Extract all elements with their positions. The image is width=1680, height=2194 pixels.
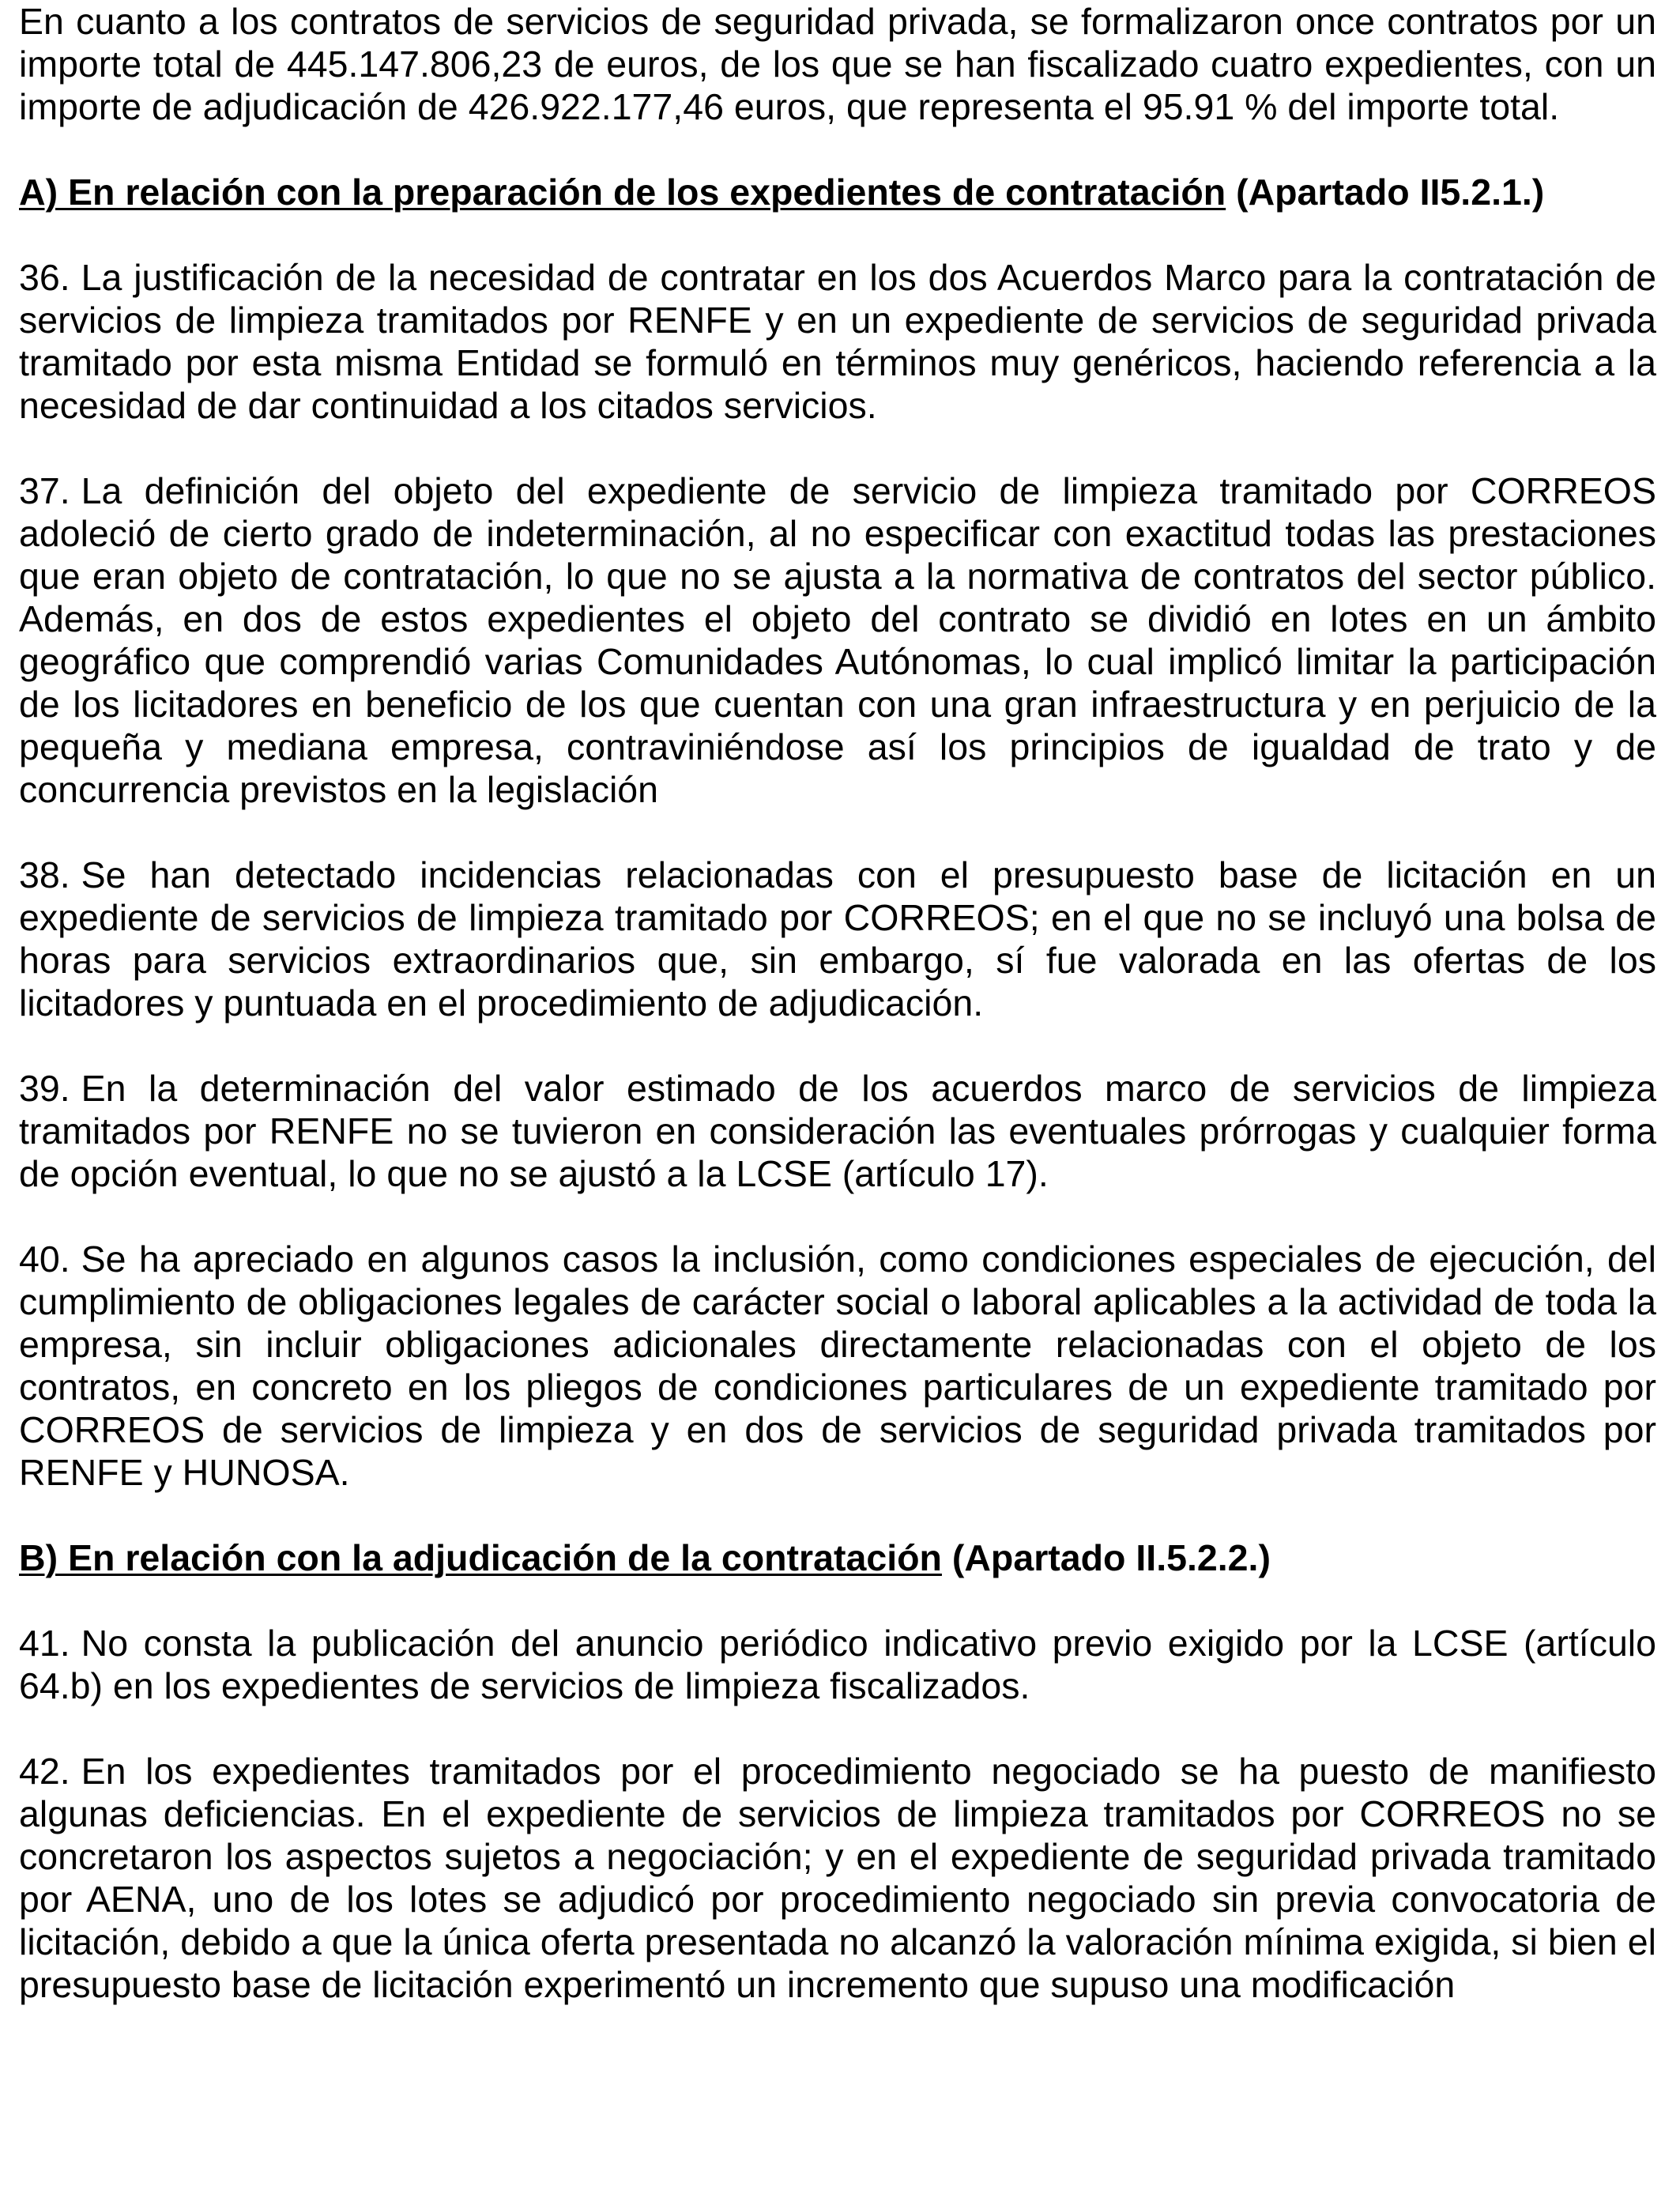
section-b-reference: (Apartado II.5.2.2.) <box>941 1537 1271 1578</box>
paragraph-number: 42. <box>19 1751 70 1792</box>
paragraph-number: 41. <box>19 1623 70 1664</box>
paragraph-number: 38. <box>19 854 70 895</box>
section-b-heading <box>19 1536 1656 1579</box>
paragraph-number: 36. <box>19 257 70 298</box>
paragraph-42 <box>19 1750 1656 2006</box>
paragraph-text: Se han detectado incidencias relacionadas con el presupuesto base de licitación en un expediente de servicios de limpieza tramitado por CORREOS; en el que no se incluyó una bolsa de horas para servicios extraordinarios que, sin embargo, sí fue valorada en las ofertas de los licitadores y puntuada en el procedimiento de adjudicación. <box>19 854 1656 1023</box>
paragraph-36 <box>19 256 1656 427</box>
paragraph-40 <box>19 1238 1656 1494</box>
paragraph-41 <box>19 1622 1656 1707</box>
intro-paragraph: En cuanto a los contratos de servicios de seguridad privada, se formalizaron once contratos por un importe total de 445.147.806,23 de euros, de los que se han fiscalizado cuatro expedientes, con un importe de adjudicación de 426.922.177,46 euros, que representa el 95.91 % del importe total. <box>19 1 1656 127</box>
section-a-title: A) En relación con la preparación de los expedientes de contratación <box>19 172 1226 213</box>
paragraph-37 <box>19 469 1656 811</box>
section-a-reference: (Apartado II5.2.1.) <box>1226 172 1545 213</box>
paragraph-38 <box>19 854 1656 1024</box>
paragraph-text: En los expedientes tramitados por el procedimiento negociado se ha puesto de manifiesto algunas deficiencias. En el expediente de servicios de limpieza tramitados por CORREOS no se concretaron los aspectos sujetos a negociación; y en el expediente de seguridad privada tramitado por AENA, uno de los lotes se adjudicó por procedimiento negociado sin previa convocatoria de licitación, debido a que la única oferta presentada no alcanzó la valoración mínima exigida, si bien el presupuesto base de licitación experimentó un incremento que supuso una modificación <box>19 1751 1656 2005</box>
paragraph-text: Se ha apreciado en algunos casos la inclusión, como condiciones especiales de ejecución, del cumplimiento de obligaciones legales de carácter social o laboral aplicables a la actividad de toda la empresa, sin incluir obligaciones adicionales directamente relacionadas con el objeto de los contratos, en concreto en los pliegos de condiciones particulares de un expediente tramitado por CORREOS de servicios de limpieza y en dos de servicios de seguridad privada tramitados por RENFE y HUNOSA. <box>19 1238 1656 1493</box>
section-b-title: B) En relación con la adjudicación de la contratación <box>19 1537 942 1578</box>
paragraph-39 <box>19 1067 1656 1195</box>
paragraph-number: 40. <box>19 1238 70 1280</box>
paragraph-text: En la determinación del valor estimado de los acuerdos marco de servicios de limpieza tramitados por RENFE no se tuvieron en consideración las eventuales prórrogas y cualquier forma de opción eventual, lo que no se ajustó a la LCSE (artículo 17). <box>19 1068 1656 1194</box>
section-a-heading <box>19 171 1656 213</box>
paragraph-number: 37. <box>19 470 70 511</box>
paragraph-number: 39. <box>19 1068 70 1109</box>
paragraph-text: No consta la publicación del anuncio periódico indicativo previo exigido por la LCSE (artículo 64.b) en los expedientes de servicios de limpieza fiscalizados. <box>19 1623 1656 1706</box>
document-page <box>19 0 1656 2049</box>
paragraph-text: La justificación de la necesidad de contratar en los dos Acuerdos Marco para la contratación de servicios de limpieza tramitados por RENFE y en un expediente de servicios de seguridad privada tramitado por esta misma Entidad se formuló en términos muy genéricos, haciendo referencia a la necesidad de dar continuidad a los citados servicios. <box>19 257 1656 426</box>
paragraph-text: La definición del objeto del expediente de servicio de limpieza tramitado por CORREOS adoleció de cierto grado de indeterminación, al no especificar con exactitud todas las prestaciones que eran objeto de contratación, lo que no se ajusta a la normativa de contratos del sector público. Además, en dos de estos expedientes el objeto del contrato se dividió en lotes en un ámbito geográfico que comprendió varias Comunidades Autónomas, lo cual implicó limitar la participación de los licitadores en beneficio de los que cuentan con una gran infraestructura y en perjuicio de la pequeña y mediana empresa, contraviniéndose así los principios de igualdad de trato y de concurrencia previstos en la legislación <box>19 470 1656 810</box>
